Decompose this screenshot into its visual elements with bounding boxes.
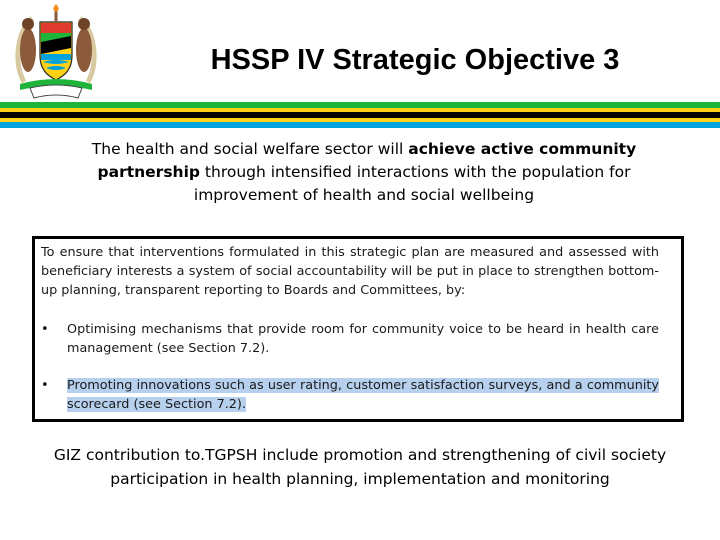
flag-color-stripes [0,102,720,128]
bullet-icon: • [41,378,49,393]
objective-text-after: through intensified interactions with the population for improvement of health and social wellbeing [193,163,631,204]
excerpt-bullet-highlighted [41,376,659,414]
excerpt-bullet-text-highlighted: Promoting innovations such as user rating, customer satisfaction surveys, and a community scorecard (see Section 7.2). [67,378,659,412]
giz-contribution-statement: GIZ contribution to.TGPSH include promotion and strengthening of civil society participation in health planning, implementation and monitoring [53,446,667,488]
excerpt-bullet-text: Optimising mechanisms that provide room for community voice to be heard in health care management (see Section 7.2). [67,322,659,356]
plan-excerpt-box [32,236,684,422]
slide-title: HSSP IV Strategic Objective 3 [210,44,620,76]
objective-text-before: The health and social welfare sector will [91,140,409,158]
excerpt-bullet [41,320,659,358]
bullet-icon: • [41,322,49,337]
objective-text-emphasis: achieve active community partnership [97,140,637,181]
stripe-blue [0,122,720,128]
objective-statement [60,138,668,207]
excerpt-lead: To ensure that interventions formulated in this strategic plan are measured and assessed with beneficiary interests a system of social accountability will be put in place to strengthen bottom-up planning, transparent reporting to Boards and Committees, by: [41,245,659,298]
tanzania-coat-of-arms-icon [6,4,106,100]
